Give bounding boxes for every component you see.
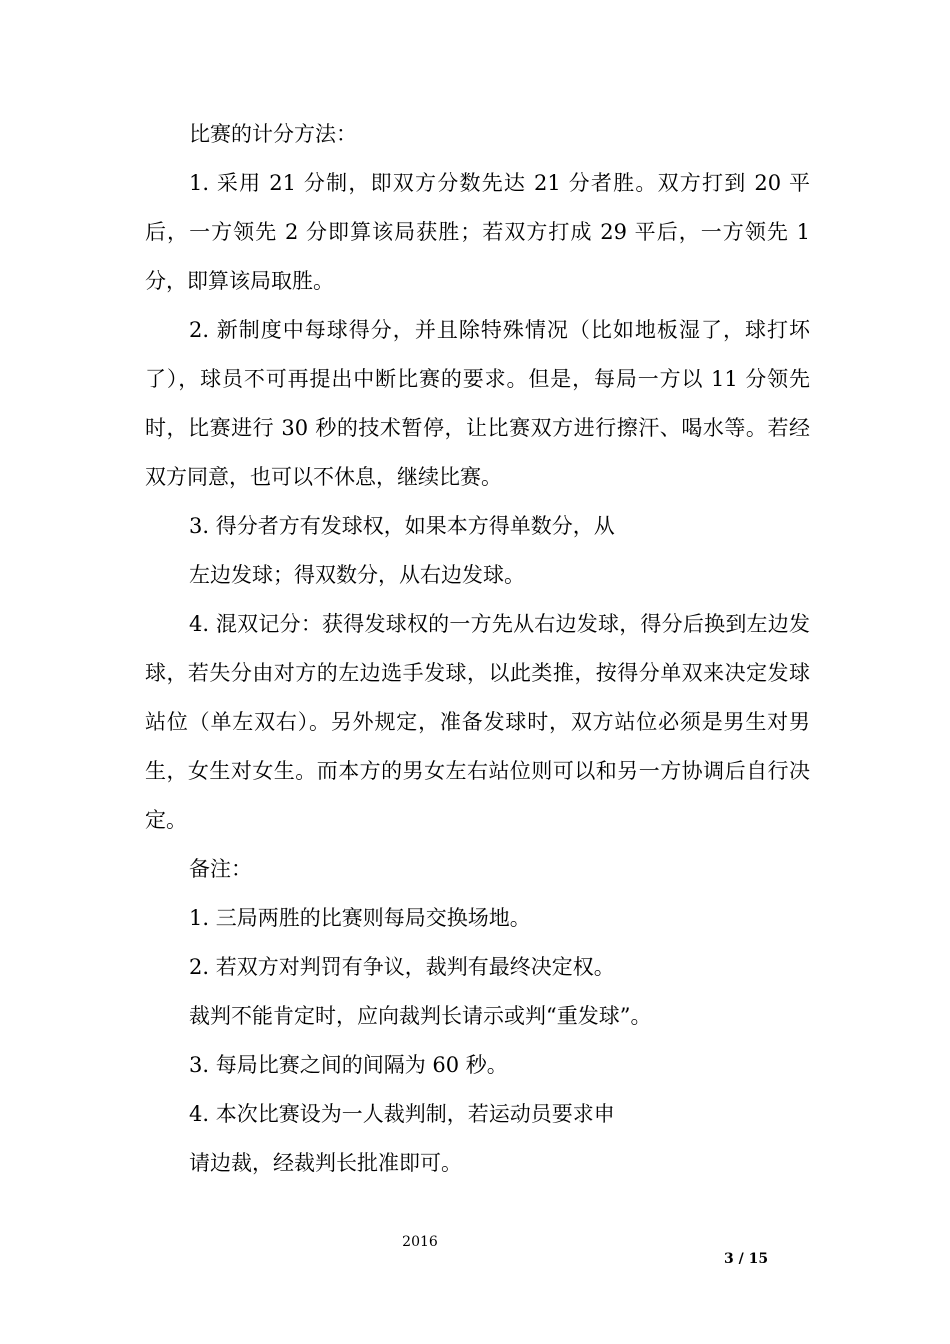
- note-item-2: 2. 若双方对判罚有争议，裁判有最终决定权。: [189, 955, 615, 979]
- note-item-4-line-1: 4. 本次比赛设为一人裁判制，若运动员要求申: [189, 1102, 615, 1126]
- footer-year: 2016: [402, 1234, 438, 1250]
- section-heading-scoring: 比赛的计分方法：: [189, 122, 357, 146]
- note-item-3: 3. 每局比赛之间的间隔为 60 秒。: [189, 1053, 508, 1077]
- note-item-2-continued: 裁判不能肯定时，应向裁判长请示或判“重发球”。: [189, 1004, 652, 1028]
- rule-paragraph-4: 4. 混双记分：获得发球权的一方先从右边发球，得分后换到左边发球，若失分由对方的左边选手发球，以此类推，按得分单双来决定发球站位（单左双右）。另外规定，准备发球时，双方站位必须是男生对男生，女生对女生。而本方的男女左右站位则可以和另一方协调后自行决定。: [145, 612, 810, 832]
- note-item-1: 1. 三局两胜的比赛则每局交换场地。: [189, 906, 531, 930]
- rule-paragraph-3-line-1: 3. 得分者方有发球权，如果本方得单数分，从: [189, 514, 615, 538]
- notes-heading: 备注：: [189, 857, 252, 881]
- rule-paragraph-3-line-2: 左边发球；得双数分，从右边发球。: [189, 563, 525, 587]
- rule-paragraph-2: 2. 新制度中每球得分，并且除特殊情况（比如地板湿了，球打坏了），球员不可再提出中断比赛的要求。但是，每局一方以 11 分领先时，比赛进行 30 秒的技术暂停，让比赛双方进行擦汗、喝水等。若经双方同意，也可以不休息，继续比赛。: [145, 318, 810, 489]
- rule-paragraph-1: 1. 采用 21 分制，即双方分数先达 21 分者胜。双方打到 20 平后，一方领先 2 分即算该局获胜；若双方打成 29 平后，一方领先 1 分，即算该局取胜。: [145, 171, 810, 293]
- page-number: 3 / 15: [724, 1251, 769, 1267]
- note-item-4-line-2: 请边裁，经裁判长批准即可。: [189, 1151, 462, 1175]
